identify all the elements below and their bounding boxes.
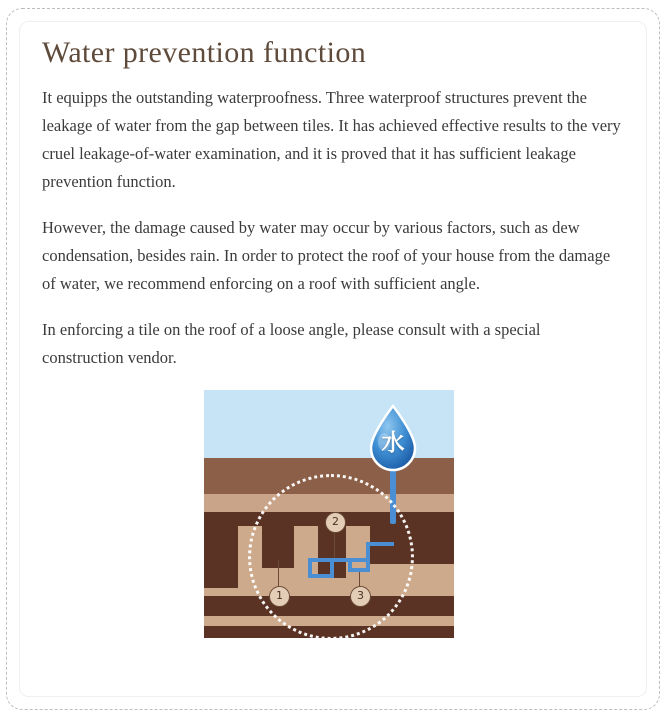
document-page xyxy=(6,8,660,710)
paragraph-2: However, the damage caused by water may occur by various factors, such as dew condensation, besides rain. In order to protect the roof of your house from the damage of water, we recommend enforcing on a roof with sufficient angle. xyxy=(42,218,611,293)
page-title: Water prevention function xyxy=(42,36,367,69)
droplet-label: 水 xyxy=(381,430,405,456)
figure-container xyxy=(32,390,626,638)
paragraph-1: It equipps the outstanding waterproofness. Three waterproof structures prevent the leakage of water from the gap between tiles. It has achieved effective results to the very cruel leakage-of-water examination, and it is proved that it has sufficient leakage prevention function. xyxy=(42,88,621,191)
callout-2: 2 xyxy=(325,512,346,533)
callout-1: 1 xyxy=(269,586,290,607)
highlight-circle xyxy=(248,474,414,638)
callout-lead-1 xyxy=(278,560,279,588)
roof-tile-waterproof-diagram xyxy=(204,390,454,638)
tile-block-left xyxy=(204,526,238,588)
callout-3: 3 xyxy=(350,586,371,607)
document-inner-frame xyxy=(19,21,647,697)
callout-lead-2 xyxy=(334,530,335,558)
paragraph-3: In enforcing a tile on the roof of a loose angle, please consult with a special construction vendor. xyxy=(42,320,541,367)
